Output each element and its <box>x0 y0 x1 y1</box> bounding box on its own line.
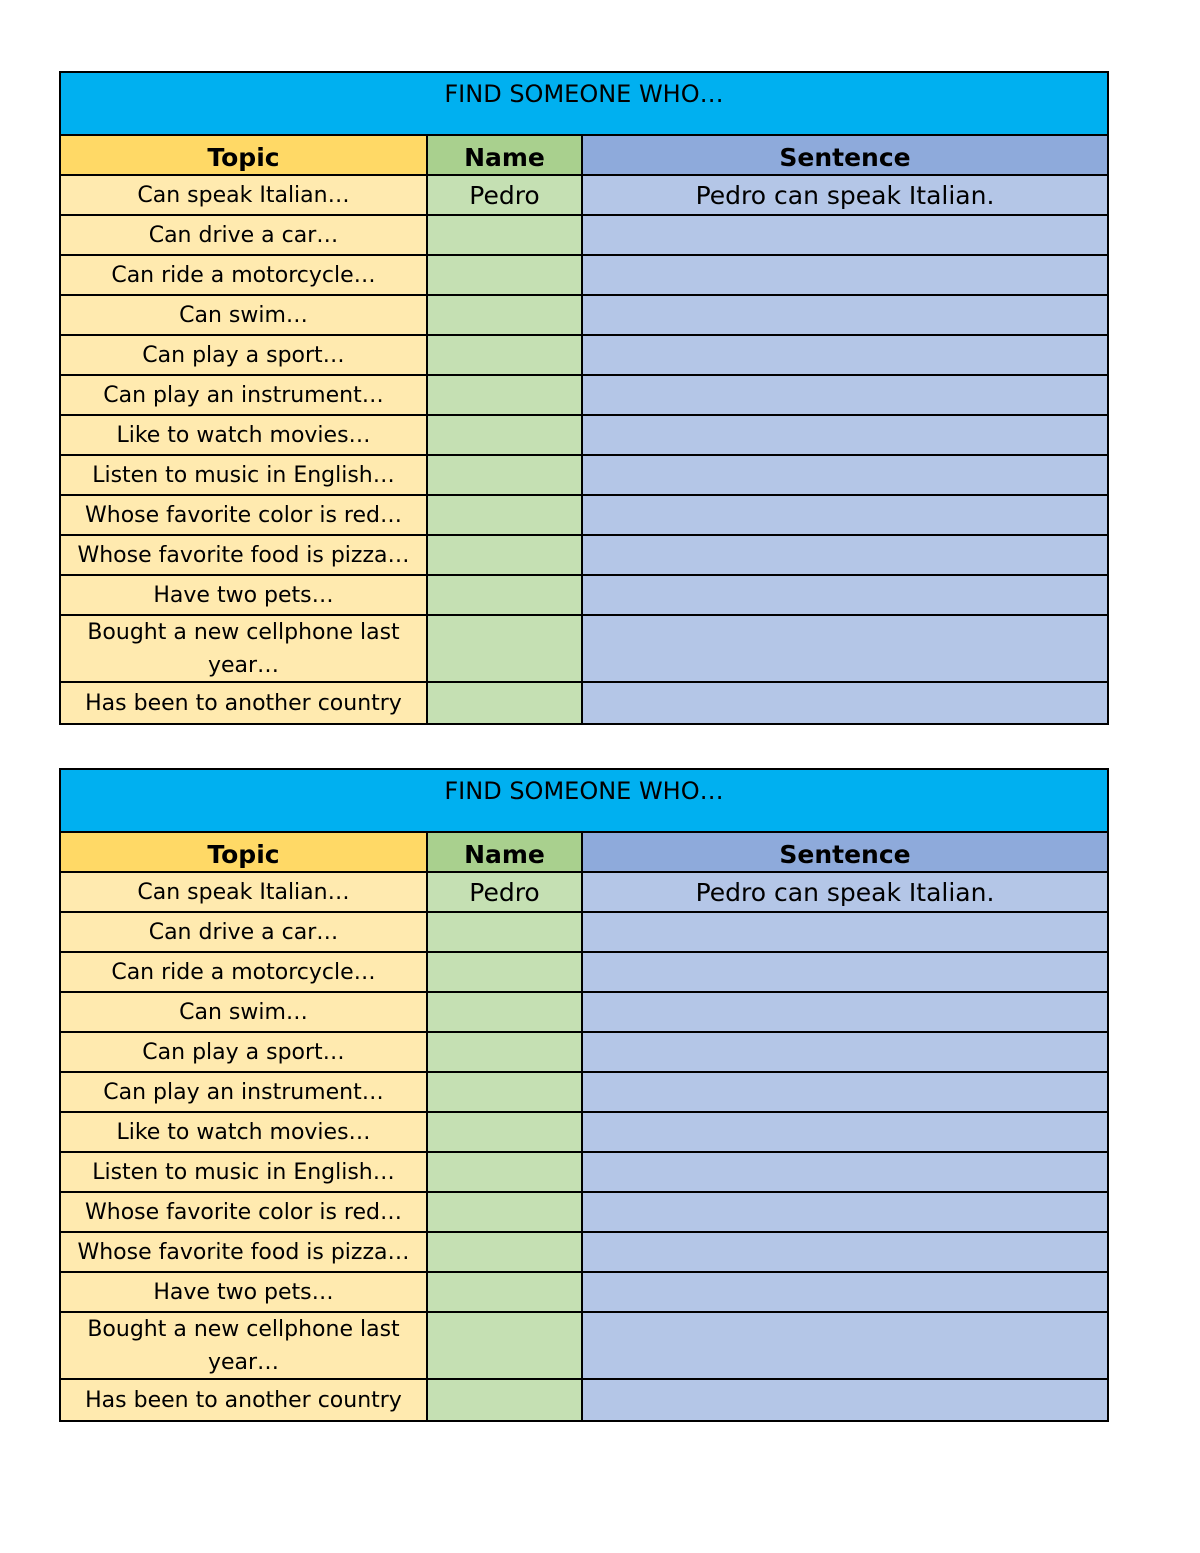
name-cell[interactable] <box>428 1380 583 1420</box>
worksheet-title: FIND SOMEONE WHO… <box>61 73 1107 136</box>
sentence-cell[interactable] <box>583 993 1107 1031</box>
name-cell[interactable] <box>428 536 583 574</box>
sentence-cell[interactable] <box>583 1380 1107 1420</box>
table-row <box>61 1033 1107 1073</box>
table-row <box>61 913 1107 953</box>
sentence-cell[interactable] <box>583 953 1107 991</box>
topic-cell: Like to watch movies… <box>61 416 428 454</box>
sentence-cell[interactable]: Pedro can speak Italian. <box>583 873 1107 911</box>
table-row <box>61 1273 1107 1313</box>
sentence-cell[interactable] <box>583 576 1107 614</box>
table-row <box>61 536 1107 576</box>
topic-cell: Listen to music in English… <box>61 456 428 494</box>
sentence-cell[interactable] <box>583 296 1107 334</box>
topic-cell: Has been to another country <box>61 1380 428 1420</box>
header-row <box>61 833 1107 873</box>
name-cell[interactable] <box>428 993 583 1031</box>
sentence-cell[interactable] <box>583 336 1107 374</box>
name-cell[interactable] <box>428 376 583 414</box>
sentence-cell[interactable] <box>583 376 1107 414</box>
sentence-cell[interactable] <box>583 536 1107 574</box>
table-row <box>61 873 1107 913</box>
name-cell[interactable] <box>428 1313 583 1378</box>
topic-cell: Can speak Italian… <box>61 873 428 911</box>
table-row <box>61 416 1107 456</box>
name-cell[interactable] <box>428 1193 583 1231</box>
name-cell[interactable] <box>428 296 583 334</box>
name-cell[interactable] <box>428 416 583 454</box>
name-cell[interactable] <box>428 576 583 614</box>
sentence-cell[interactable] <box>583 616 1107 681</box>
name-cell[interactable] <box>428 683 583 723</box>
table-row <box>61 216 1107 256</box>
name-cell[interactable] <box>428 1153 583 1191</box>
topic-cell: Can swim… <box>61 296 428 334</box>
name-cell[interactable]: Pedro <box>428 176 583 214</box>
topic-cell: Whose favorite food is pizza… <box>61 536 428 574</box>
name-cell[interactable]: Pedro <box>428 873 583 911</box>
topic-cell: Can play a sport… <box>61 1033 428 1071</box>
table-row <box>61 496 1107 536</box>
name-cell[interactable] <box>428 1233 583 1271</box>
topic-cell: Can drive a car… <box>61 216 428 254</box>
sentence-cell[interactable] <box>583 1273 1107 1311</box>
topic-header: Topic <box>61 136 428 174</box>
table-row <box>61 1073 1107 1113</box>
topic-cell: Can play an instrument… <box>61 376 428 414</box>
sentence-header: Sentence <box>583 833 1107 871</box>
topic-cell: Have two pets… <box>61 1273 428 1311</box>
name-cell[interactable] <box>428 616 583 681</box>
topic-cell: Can drive a car… <box>61 913 428 951</box>
name-cell[interactable] <box>428 336 583 374</box>
sentence-cell[interactable] <box>583 1033 1107 1071</box>
topic-cell: Bought a new cellphone last year… <box>61 616 428 681</box>
table-row <box>61 376 1107 416</box>
topic-cell: Can ride a motorcycle… <box>61 256 428 294</box>
topic-header: Topic <box>61 833 428 871</box>
sentence-cell[interactable] <box>583 416 1107 454</box>
sentence-cell[interactable] <box>583 1113 1107 1151</box>
table-row <box>61 176 1107 216</box>
name-cell[interactable] <box>428 1033 583 1071</box>
name-header: Name <box>428 833 583 871</box>
table-row <box>61 953 1107 993</box>
sentence-cell[interactable] <box>583 913 1107 951</box>
sentence-cell[interactable] <box>583 1233 1107 1271</box>
sentence-cell[interactable] <box>583 1313 1107 1378</box>
sentence-cell[interactable] <box>583 683 1107 723</box>
table-row <box>61 1153 1107 1193</box>
sentence-cell[interactable] <box>583 1193 1107 1231</box>
sentence-cell[interactable] <box>583 256 1107 294</box>
sentence-cell[interactable] <box>583 216 1107 254</box>
table-row <box>61 1380 1107 1420</box>
name-cell[interactable] <box>428 913 583 951</box>
table-row <box>61 336 1107 376</box>
table-row <box>61 576 1107 616</box>
topic-cell: Has been to another country <box>61 683 428 723</box>
sentence-cell[interactable] <box>583 1073 1107 1111</box>
table-row <box>61 456 1107 496</box>
table-row <box>61 1233 1107 1273</box>
name-header: Name <box>428 136 583 174</box>
topic-cell: Bought a new cellphone last year… <box>61 1313 428 1378</box>
topic-cell: Like to watch movies… <box>61 1113 428 1151</box>
name-cell[interactable] <box>428 953 583 991</box>
table-row <box>61 1113 1107 1153</box>
table-row <box>61 616 1107 683</box>
sentence-cell[interactable] <box>583 496 1107 534</box>
sentence-cell[interactable] <box>583 456 1107 494</box>
topic-cell: Can play a sport… <box>61 336 428 374</box>
table-row <box>61 683 1107 723</box>
name-cell[interactable] <box>428 1273 583 1311</box>
name-cell[interactable] <box>428 456 583 494</box>
topic-cell: Whose favorite color is red… <box>61 1193 428 1231</box>
table-row <box>61 1313 1107 1380</box>
topic-cell: Can swim… <box>61 993 428 1031</box>
topic-cell: Whose favorite color is red… <box>61 496 428 534</box>
topic-cell: Whose favorite food is pizza… <box>61 1233 428 1271</box>
table-row <box>61 256 1107 296</box>
topic-cell: Have two pets… <box>61 576 428 614</box>
name-cell[interactable] <box>428 1073 583 1111</box>
table-row <box>61 1193 1107 1233</box>
topic-cell: Listen to music in English… <box>61 1153 428 1191</box>
table-row <box>61 993 1107 1033</box>
name-cell[interactable] <box>428 216 583 254</box>
topic-cell: Can speak Italian… <box>61 176 428 214</box>
name-cell[interactable] <box>428 1113 583 1151</box>
sentence-cell[interactable] <box>583 1153 1107 1191</box>
topic-cell: Can ride a motorcycle… <box>61 953 428 991</box>
topic-cell: Can play an instrument… <box>61 1073 428 1111</box>
name-cell[interactable] <box>428 496 583 534</box>
worksheet-table-2 <box>59 768 1109 1422</box>
sentence-header: Sentence <box>583 136 1107 174</box>
header-row <box>61 136 1107 176</box>
table-row <box>61 296 1107 336</box>
worksheet-table-1 <box>59 71 1109 725</box>
worksheet-title: FIND SOMEONE WHO… <box>61 770 1107 833</box>
name-cell[interactable] <box>428 256 583 294</box>
sentence-cell[interactable]: Pedro can speak Italian. <box>583 176 1107 214</box>
